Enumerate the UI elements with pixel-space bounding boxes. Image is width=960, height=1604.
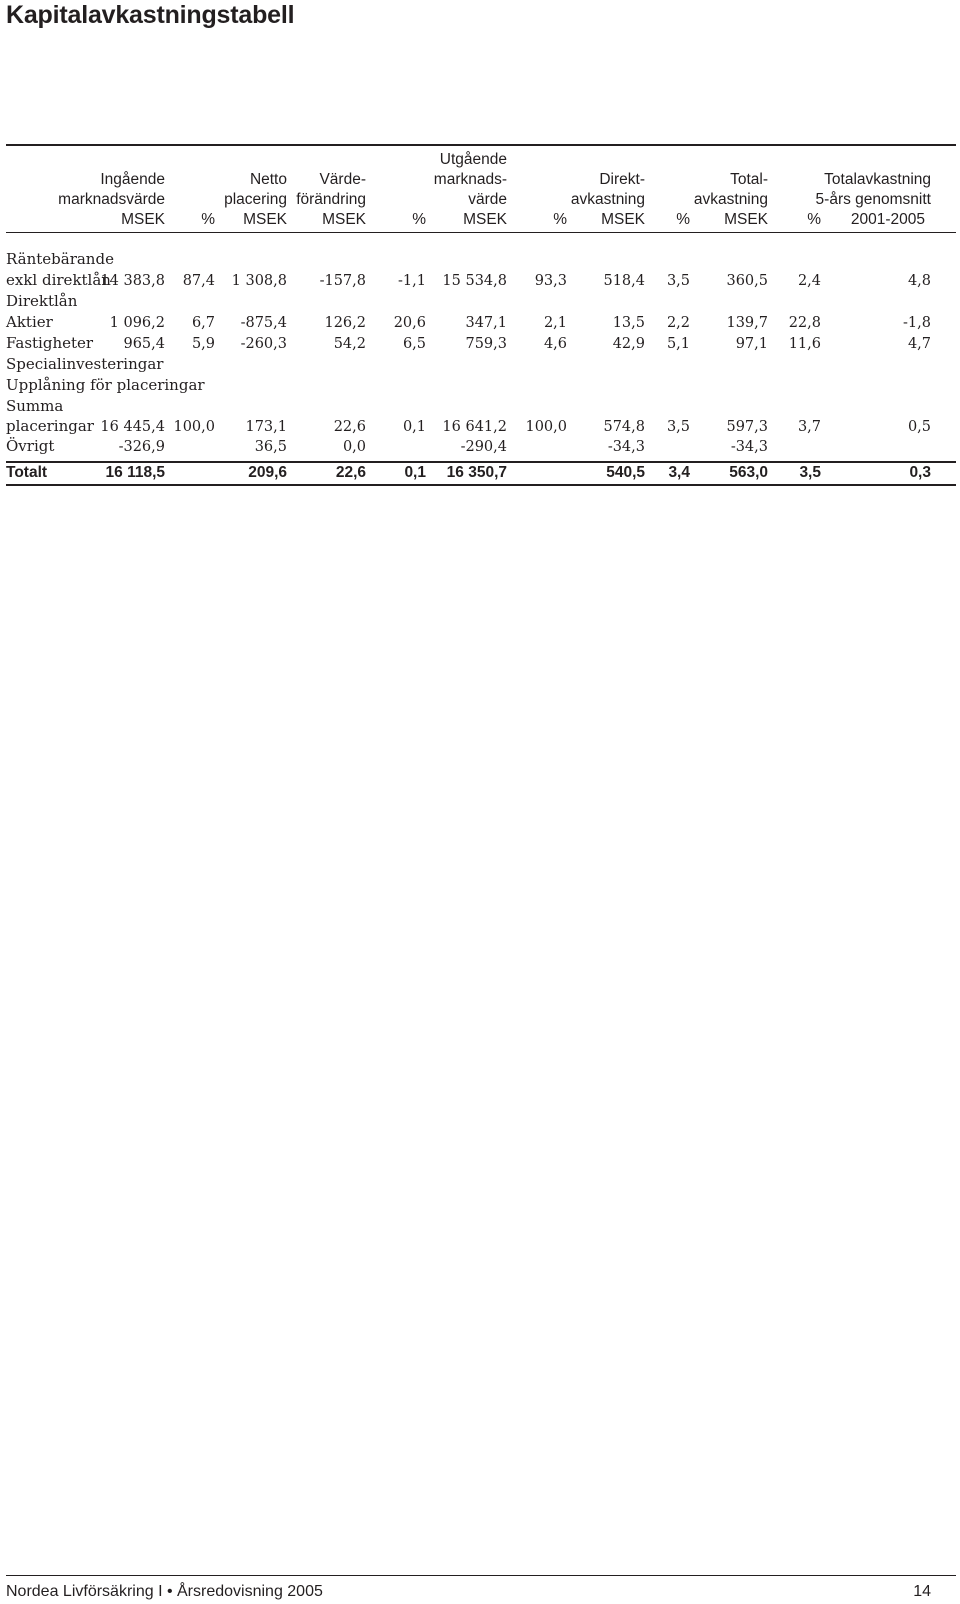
row-label: Summa (6, 397, 64, 415)
total-label: Totalt (6, 464, 48, 481)
cell-utgaende-mv: 15 534,8 (442, 273, 507, 289)
cell-totalavkastning-pct: 3,7 (797, 419, 821, 435)
cell-direktavkastning-pct: 3,5 (666, 273, 690, 289)
col-total-header-unit: MSEK (724, 211, 768, 228)
row-label: Fastigheter (6, 334, 94, 352)
row-label: exkl direktlån (6, 271, 111, 289)
col-utgaende-header-line3: värde (468, 191, 507, 208)
cell-utgaende-mv: 347,1 (465, 315, 507, 331)
col-netto-header-unit: MSEK (243, 211, 287, 228)
cell-ingaende-mv: 16 445,4 (100, 419, 165, 435)
col-5ars-header-line1: Totalavkastning (824, 171, 931, 188)
cell-direktavkastning-pct: 5,1 (666, 336, 690, 352)
col-ingaende-header-unit: MSEK (121, 211, 165, 228)
col-ingaende-header-line1: Ingående (100, 171, 165, 188)
cell-direktavkastning: 13,5 (612, 315, 645, 331)
col-netto-header-line1: Netto (249, 171, 287, 188)
row-label: Direktlån (6, 292, 78, 310)
col-direkt-header-line1: Direkt- (599, 171, 645, 188)
row-label: placeringar (6, 417, 94, 435)
footer-report-name: Nordea Livförsäkring I • Årsredovisning 2005 (6, 1583, 323, 1600)
total-direktavkastning: 540,5 (606, 464, 645, 481)
total-vardeforandring-pct: 0,1 (404, 464, 426, 481)
cell-ingaende-mv: 1 096,2 (109, 315, 165, 331)
row-label: Räntebärande (6, 250, 114, 268)
row-label: Övrigt (6, 437, 55, 455)
row-label: Upplåning för placeringar (6, 376, 205, 394)
cell-5ars-genomsnitt: 4,8 (907, 273, 931, 289)
col-ingaende-header-line2: marknadsvärde (58, 191, 165, 208)
cell-direktavkastning: 518,4 (603, 273, 645, 289)
cell-5ars-genomsnitt: -1,8 (903, 315, 931, 331)
col-direkt-header-line2: avkastning (570, 191, 645, 208)
col-direkt-header-unit: MSEK (601, 211, 645, 228)
cell-ingaende-mv: -326,9 (118, 439, 165, 455)
col-varde-header-line2: förändring (296, 191, 366, 208)
cell-vardeforandring-pct: -1,1 (398, 273, 426, 289)
cell-netto-placering: 173,1 (245, 419, 287, 435)
footer-page-number: 14 (913, 1583, 931, 1600)
col-utgaende-header-line2: marknads- (433, 171, 507, 188)
total-5ars-genomsnitt: 0,3 (909, 464, 931, 481)
cell-direktavkastning: 574,8 (603, 419, 645, 435)
cell-andel-pct: 5,9 (191, 336, 215, 352)
cell-direktavkastning-pct: 3,5 (666, 419, 690, 435)
total-totalavkastning: 563,0 (729, 464, 768, 481)
cell-totalavkastning-pct: 11,6 (788, 336, 821, 352)
cell-vardeforandring-pct: 20,6 (393, 315, 426, 331)
cell-vardeforandring: 54,2 (333, 336, 366, 352)
total-utgaende-mv: 16 350,7 (446, 464, 507, 481)
cell-5ars-genomsnitt: 0,5 (907, 419, 931, 435)
cell-vardeforandring: 126,2 (324, 315, 366, 331)
cell-utgaende-pct: 4,6 (543, 336, 567, 352)
col-total-header-line2: avkastning (693, 191, 768, 208)
col-netto-header-line2: placering (224, 191, 287, 208)
cell-netto-placering: 1 308,8 (231, 273, 287, 289)
col-andel-header: % (201, 211, 215, 228)
cell-totalavkastning-pct: 22,8 (788, 315, 821, 331)
col-total-pct-header: % (807, 211, 821, 228)
cell-utgaende-mv: 16 641,2 (442, 419, 507, 435)
cell-utgaende-mv: 759,3 (465, 336, 507, 352)
row-label: Aktier (6, 313, 53, 331)
cell-netto-placering: 36,5 (254, 439, 287, 455)
col-5ars-header-period: 2001-2005 (850, 211, 925, 228)
cell-netto-placering: -260,3 (240, 336, 287, 352)
total-direktavkastning-pct: 3,4 (668, 464, 690, 481)
cell-vardeforandring: -157,8 (319, 273, 366, 289)
total-vardeforandring: 22,6 (335, 464, 366, 481)
total-netto-placering: 209,6 (248, 464, 287, 481)
cell-utgaende-mv: -290,4 (460, 439, 507, 455)
cell-totalavkastning: 97,1 (735, 336, 768, 352)
cell-5ars-genomsnitt: 4,7 (907, 336, 931, 352)
col-varde-header-line1: Värde- (319, 171, 366, 188)
cell-totalavkastning: -34,3 (730, 439, 768, 455)
cell-direktavkastning-pct: 2,2 (666, 315, 690, 331)
cell-andel-pct: 87,4 (182, 273, 215, 289)
col-varde-pct-header: % (412, 211, 426, 228)
cell-totalavkastning: 360,5 (726, 273, 768, 289)
cell-ingaende-mv: 965,4 (123, 336, 165, 352)
cell-vardeforandring-pct: 0,1 (402, 419, 426, 435)
col-varde-header-unit: MSEK (322, 211, 366, 228)
cell-ingaende-mv: 14 383,8 (100, 273, 165, 289)
col-utgaende-pct-header: % (553, 211, 567, 228)
col-5ars-header-line2: 5-års genomsnitt (815, 191, 931, 208)
col-utgaende-header-line1: Utgående (439, 151, 507, 168)
total-bottom-rule (6, 484, 956, 486)
cell-utgaende-pct: 2,1 (543, 315, 567, 331)
header-bottom-rule (6, 232, 956, 233)
col-direkt-pct-header: % (676, 211, 690, 228)
col-total-header-line1: Total- (730, 171, 768, 188)
total-totalavkastning-pct: 3,5 (799, 464, 821, 481)
cell-andel-pct: 100,0 (173, 419, 215, 435)
cell-utgaende-pct: 93,3 (534, 273, 567, 289)
cell-vardeforandring-pct: 6,5 (402, 336, 426, 352)
cell-andel-pct: 6,7 (191, 315, 215, 331)
cell-vardeforandring: 22,6 (333, 419, 366, 435)
table-top-rule (6, 144, 956, 146)
cell-direktavkastning: 42,9 (612, 336, 645, 352)
row-label: Specialinvesteringar (6, 355, 164, 373)
cell-totalavkastning: 597,3 (726, 419, 768, 435)
cell-totalavkastning: 139,7 (726, 315, 768, 331)
footer-rule (6, 1575, 956, 1576)
cell-totalavkastning-pct: 2,4 (797, 273, 821, 289)
total-ingaende-mv: 16 118,5 (105, 464, 165, 481)
total-top-rule (6, 461, 956, 463)
col-utgaende-header-unit: MSEK (463, 211, 507, 228)
page-title: Kapitalavkastningstabell (6, 1, 295, 29)
cell-utgaende-pct: 100,0 (525, 419, 567, 435)
cell-direktavkastning: -34,3 (607, 439, 645, 455)
cell-netto-placering: -875,4 (240, 315, 287, 331)
cell-vardeforandring: 0,0 (342, 439, 366, 455)
